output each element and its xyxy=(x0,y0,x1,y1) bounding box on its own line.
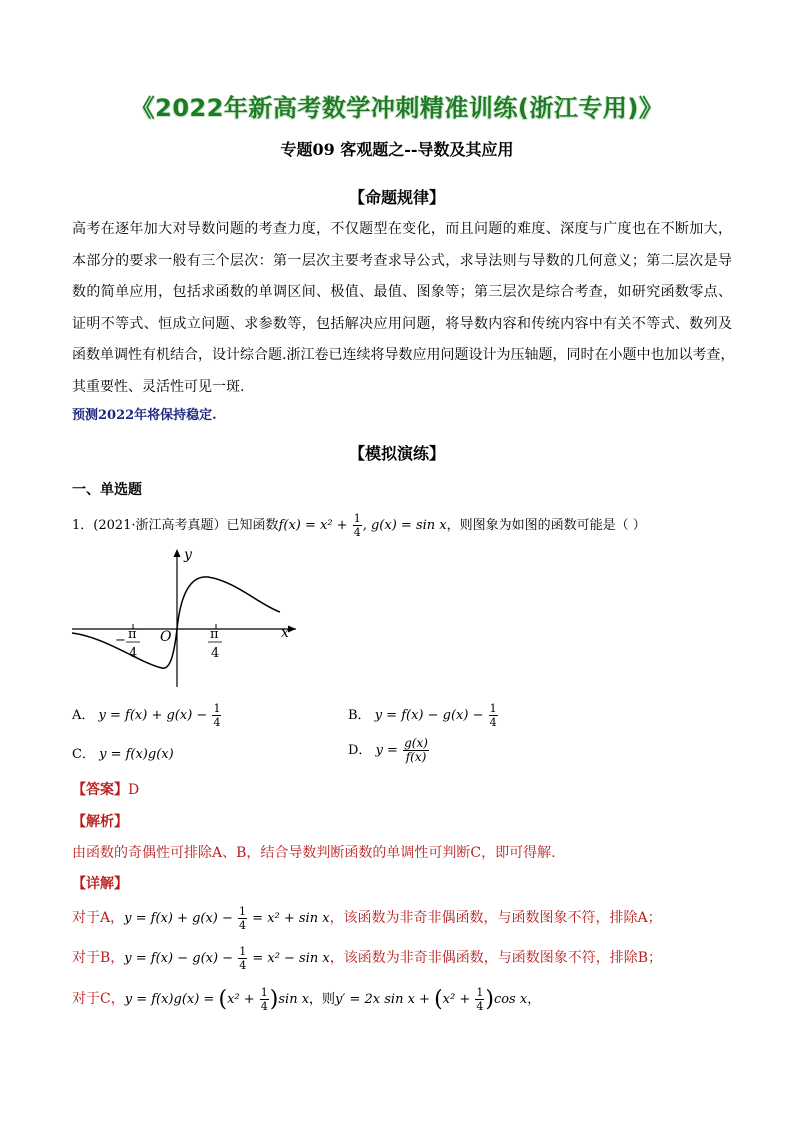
y-axis-label: y xyxy=(184,547,192,563)
fraction-denominator: 4 xyxy=(213,716,221,729)
neg-tick-num: π xyxy=(128,627,137,642)
fraction xyxy=(260,986,269,1013)
practice-heading: 【模拟演练】 xyxy=(348,444,445,463)
detail-c xyxy=(72,986,540,1013)
details-label: 【详解】 xyxy=(72,876,128,892)
detail-c-mid3: cos x xyxy=(493,992,528,1007)
detail-a-rest: = x² + sin x xyxy=(248,911,330,926)
topic-subtitle: 专题09 客观题之--导数及其应用 xyxy=(280,140,514,159)
intro-paragraph xyxy=(72,214,735,403)
detail-c-derivative: y′ = 2x sin x + xyxy=(335,992,435,1007)
fraction-numerator: 1 xyxy=(476,986,484,999)
intro-line: 其重要性、灵活性可见一斑. xyxy=(72,378,245,395)
open-paren: ( xyxy=(434,987,443,1012)
fraction-denominator: 4 xyxy=(239,919,247,932)
detail-a xyxy=(72,905,662,932)
f-definition: f(x) = x² + xyxy=(278,518,352,533)
fraction xyxy=(212,702,221,729)
option-c-label: C． xyxy=(72,747,95,762)
option-b[interactable] xyxy=(348,702,499,729)
fraction-numerator: 1 xyxy=(353,512,361,525)
detail-a-expr: y = f(x) + g(x) − xyxy=(124,911,238,926)
neg-tick-den: 4 xyxy=(129,646,138,661)
curve xyxy=(72,577,280,668)
fraction xyxy=(489,702,498,729)
y-axis-arrow xyxy=(174,549,181,557)
fraction-denominator: 4 xyxy=(239,959,247,972)
option-d-prefix: y = xyxy=(375,743,403,758)
option-d[interactable] xyxy=(348,737,430,764)
fraction-numerator: 1 xyxy=(213,702,221,715)
intro-line: 高考在逐年加大对导数问题的考查力度，不仅题型在变化，而且问题的难度、深度与广度也在不断加大， xyxy=(72,221,732,237)
detail-a-text: ，该函数为非奇非偶函数，与函数图象不符，排除A； xyxy=(329,910,662,926)
fraction-numerator: 1 xyxy=(260,986,268,999)
detail-a-prefix: 对于A， xyxy=(72,910,125,926)
intro-line: 证明不等式、恒成立问题、求参数等，包括解决应用问题，将导数内容和传统内容中有关不等式、数列及 xyxy=(72,315,732,332)
option-c[interactable] xyxy=(72,743,174,762)
fraction-numerator: 1 xyxy=(489,702,497,715)
origin-label: O xyxy=(160,629,172,645)
detail-c-prefix: 对于C， xyxy=(72,991,125,1007)
fraction-numerator: 1 xyxy=(239,945,247,958)
option-a[interactable] xyxy=(72,702,222,729)
analysis-label: 【解析】 xyxy=(72,814,128,830)
option-d-label: D． xyxy=(348,743,372,758)
prediction-text: 预测2022年将保持稳定. xyxy=(72,408,217,423)
option-a-expr: y = f(x) + g(x) − xyxy=(98,708,212,723)
question-stem xyxy=(72,512,646,539)
fraction-denominator: 4 xyxy=(489,716,497,729)
fraction-denominator: f(x) xyxy=(405,750,427,764)
detail-b-rest: = x² − sin x xyxy=(248,951,330,966)
detail-b-expr: y = f(x) − g(x) − xyxy=(124,951,238,966)
answer-line xyxy=(72,779,139,799)
function-graph xyxy=(70,545,310,695)
intro-line: 数的简单应用，包括求函数的单调区间、极值、最值、图象等；第三层次是综合考查，如研究函数零点、 xyxy=(72,284,732,300)
option-c-expr: y = f(x)g(x) xyxy=(99,747,174,762)
detail-c-expr: y = f(x)g(x) = xyxy=(124,992,219,1007)
fraction-denominator: 4 xyxy=(353,526,361,539)
option-a-label: A． xyxy=(72,708,95,723)
detail-c-then: ，则 xyxy=(309,992,336,1007)
fraction xyxy=(238,945,247,972)
detail-c-mid2: sin x xyxy=(278,992,310,1007)
option-b-expr: y = f(x) − g(x) − xyxy=(374,708,488,723)
detail-c-mid1: x² + xyxy=(442,992,475,1007)
detail-b xyxy=(72,945,662,972)
answer-value: D xyxy=(128,782,140,798)
neg-sign: − xyxy=(115,633,126,648)
question-suffix: ，则图象为如图的函数可能是（ ） xyxy=(446,518,646,533)
question-prefix: 1．(2021·浙江高考真题）已知函数 xyxy=(72,518,279,533)
g-definition: , g(x) = sin x xyxy=(362,518,447,533)
close-paren: ) xyxy=(485,987,494,1012)
intro-line: 函数单调性有机结合，设计综合题.浙江卷已连续将导数应用问题设计为压轴题，同时在小题中也加以考查， xyxy=(72,347,735,363)
answer-label: 【答案】 xyxy=(72,782,128,798)
x-axis-label: x xyxy=(281,625,289,641)
detail-b-text: ，该函数为非奇非偶函数，与函数图象不符，排除B； xyxy=(329,950,663,966)
fraction-denominator: 4 xyxy=(260,1000,268,1013)
fraction-numerator: 1 xyxy=(239,905,247,918)
fraction-numerator: g(x) xyxy=(404,736,428,750)
intro-line: 本部分的要求一般有三个层次：第一层次主要考查求导公式，求导法则与导数的几何意义；第二层次是导 xyxy=(72,252,732,269)
close-paren: ) xyxy=(269,987,279,1012)
fraction xyxy=(238,905,247,932)
document-title: 《2022年新高考数学冲刺精准训练(浙江专用)》 xyxy=(130,94,664,122)
fraction-denominator: 4 xyxy=(476,1000,484,1013)
detail-c-mid1: x² + xyxy=(227,992,259,1007)
pos-tick-den: 4 xyxy=(211,646,220,661)
open-paren: ( xyxy=(218,987,228,1012)
fraction xyxy=(353,512,362,539)
pos-tick-num: π xyxy=(210,627,219,642)
rules-heading: 【命题规律】 xyxy=(348,188,445,207)
fraction xyxy=(403,737,429,764)
category-heading: 一、单选题 xyxy=(72,482,142,498)
option-b-label: B． xyxy=(348,708,371,723)
fraction xyxy=(475,986,484,1013)
detail-b-prefix: 对于B， xyxy=(72,950,125,966)
detail-c-end: ， xyxy=(527,992,541,1007)
analysis-text: 由函数的奇偶性可排除A、B，结合导数判断函数的单调性可判断C，即可得解. xyxy=(72,845,556,861)
x-axis-arrow xyxy=(288,626,296,633)
